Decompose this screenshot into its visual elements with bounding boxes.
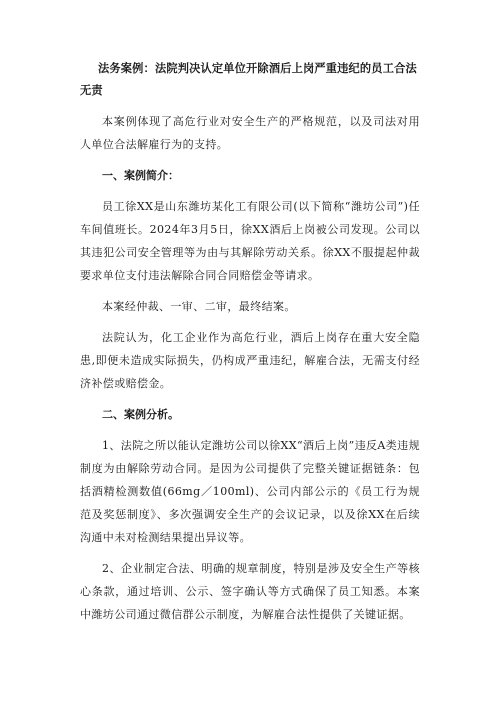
document-title: 法务案例：法院判决认定单位开除酒后上岗严重违纪的员工合法无责 <box>80 62 417 97</box>
paragraph: 法院认为，化工企业作为高危行业，酒后上岗存在重大安全隐患,即便未造成实际损失，仍构成严重违纪，解雇合法，无需支付经济补偿或赔偿金。 <box>80 331 420 390</box>
paragraph: 1、法院之所以能认定潍坊公司以徐XX“酒后上岗”违反A类违规制度为由解除劳动合同。是因为公司提供了完整关键证据链条：包括酒精检测数值(66mg／100ml)、公司内部公示的《员工行为规范及奖惩制度》、多次强调安全生产的会议记录，以及徐XX在后续沟通中未对检测结果提出异议等。 <box>80 439 420 544</box>
section-heading-case-analysis: 二、案例分析。 <box>102 408 179 421</box>
section-heading-case-summary: 一、案例简介： <box>102 169 179 182</box>
paragraph: 员工徐XX是山东潍坊某化工有限公司(以下简称“潍坊公司”)任车间值班长。2024年3月5日，徐XX酒后上岗被公司发现。公司以其违犯公司安全管理等为由与其解除劳动关系。徐XX不服提起仲裁要求单位支付违法解除合同合同赔偿金等请求。 <box>80 200 420 282</box>
paragraph: 2、企业制定合法、明确的规章制度，特别是涉及安全生产等核心条款，通过培训、公示、签字确认等方式确保了员工知悉。本案中潍坊公司通过微信群公示制度，为解雇合法性提供了关键证据。 <box>80 562 420 621</box>
paragraph: 本案经仲裁、一审、二审，最终结案。 <box>102 300 296 313</box>
intro-paragraph: 本案例体现了高危行业对安全生产的严格规范，以及司法对用人单位合法解雇行为的支持。 <box>80 115 420 151</box>
document-page <box>80 58 420 634</box>
